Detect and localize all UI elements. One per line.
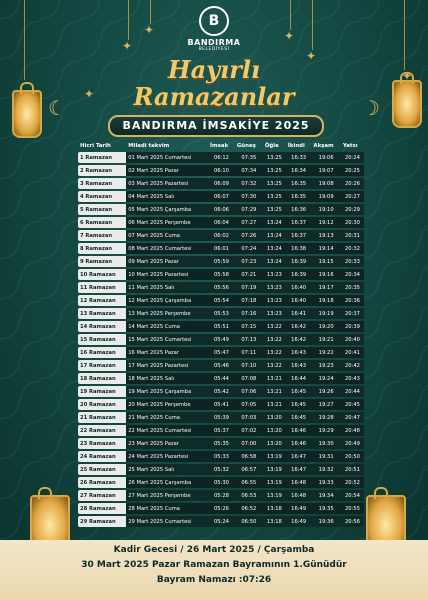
cell-ikindi: 16:34 <box>286 165 312 176</box>
cell-ogle: 13:23 <box>263 295 286 306</box>
cell-yatsi: 20:37 <box>341 308 364 319</box>
cell-ogle: 13:21 <box>263 386 286 397</box>
cell-aksam: 19:31 <box>311 451 340 462</box>
cell-yatsi: 20:40 <box>341 334 364 345</box>
crescent-moon-icon: ☽ <box>362 96 380 120</box>
cell-ogle: 13:20 <box>263 425 286 436</box>
cell-ogle: 13:23 <box>263 269 286 280</box>
cell-hicri: 19 Ramazan <box>78 386 126 397</box>
column-header: Yatsı <box>342 143 358 149</box>
cell-ikindi: 16:45 <box>286 399 312 410</box>
cell-ikindi: 16:45 <box>286 386 312 397</box>
cell-hicri: 11 Ramazan <box>78 282 126 293</box>
cell-gunes: 07:19 <box>235 282 263 293</box>
cell-hicri: 12 Ramazan <box>78 295 126 306</box>
cell-miladi: 02 Mart 2025 Pazar <box>126 165 208 176</box>
cell-miladi: 07 Mart 2025 Cuma <box>126 230 208 241</box>
cell-hicri: 13 Ramazan <box>78 308 126 319</box>
cell-hicri: 22 Ramazan <box>78 425 126 436</box>
cell-aksam: 19:35 <box>311 503 340 514</box>
cell-ikindi: 16:44 <box>286 373 312 384</box>
cell-imsak: 05:41 <box>208 399 235 410</box>
cell-imsak: 06:12 <box>208 152 235 163</box>
cell-hicri: 21 Ramazan <box>78 412 126 423</box>
cell-imsak: 05:56 <box>208 282 235 293</box>
cell-aksam: 19:09 <box>311 191 340 202</box>
cell-aksam: 19:17 <box>311 282 340 293</box>
cell-imsak: 06:07 <box>208 191 235 202</box>
cell-miladi: 12 Mart 2025 Çarşamba <box>126 295 208 306</box>
cell-ogle: 13:23 <box>263 282 286 293</box>
cell-hicri: 20 Ramazan <box>78 399 126 410</box>
cell-yatsi: 20:33 <box>341 256 364 267</box>
cell-ikindi: 16:39 <box>286 256 312 267</box>
cell-imsak: 05:42 <box>208 386 235 397</box>
cell-gunes: 07:15 <box>235 321 263 332</box>
table-row <box>78 490 364 501</box>
cell-miladi: 28 Mart 2025 Cuma <box>126 503 208 514</box>
cell-ikindi: 16:40 <box>286 282 312 293</box>
cell-gunes: 06:58 <box>235 451 263 462</box>
cell-gunes: 07:06 <box>235 386 263 397</box>
cell-ikindi: 16:33 <box>286 152 312 163</box>
cell-gunes: 07:27 <box>235 217 263 228</box>
cell-miladi: 20 Mart 2025 Perşembe <box>126 399 208 410</box>
logo-name: BANDIRMA <box>187 38 241 47</box>
cell-miladi: 06 Mart 2025 Perşembe <box>126 217 208 228</box>
cell-miladi: 15 Mart 2025 Cumartesi <box>126 334 208 345</box>
cell-aksam: 19:29 <box>311 425 340 436</box>
bayram-namazi-note: Bayram Namazı :07:26 <box>156 575 272 585</box>
table-row <box>78 152 364 163</box>
table-row <box>78 308 364 319</box>
cell-miladi: 21 Mart 2025 Cuma <box>126 412 208 423</box>
cell-yatsi: 20:55 <box>341 503 364 514</box>
cell-hicri: 3 Ramazan <box>78 178 126 189</box>
cell-aksam: 19:21 <box>311 334 340 345</box>
column-header: Miladi takvim <box>128 143 170 149</box>
cell-yatsi: 20:36 <box>341 295 364 306</box>
table-header-row <box>78 142 364 150</box>
table-row <box>78 243 364 254</box>
cell-hicri: 9 Ramazan <box>78 256 126 267</box>
cell-aksam: 19:08 <box>311 178 340 189</box>
column-header: İkindi <box>287 143 305 149</box>
cell-ogle: 13:24 <box>263 230 286 241</box>
cell-yatsi: 20:30 <box>341 217 364 228</box>
table-row <box>78 347 364 358</box>
cell-miladi: 08 Mart 2025 Cumartesi <box>126 243 208 254</box>
cell-ogle: 13:21 <box>263 373 286 384</box>
cell-imsak: 06:04 <box>208 217 235 228</box>
cell-yatsi: 20:56 <box>341 516 364 527</box>
cell-yatsi: 20:32 <box>341 243 364 254</box>
cell-gunes: 07:32 <box>235 178 263 189</box>
cell-gunes: 06:57 <box>235 464 263 475</box>
cell-ogle: 13:24 <box>263 256 286 267</box>
cell-miladi: 14 Mart 2025 Cuma <box>126 321 208 332</box>
cell-imsak: 05:35 <box>208 438 235 449</box>
cell-ogle: 13:24 <box>263 217 286 228</box>
table-row <box>78 451 364 462</box>
cell-hicri: 6 Ramazan <box>78 217 126 228</box>
cell-ikindi: 16:46 <box>286 425 312 436</box>
table-row <box>78 334 364 345</box>
cell-imsak: 05:54 <box>208 295 235 306</box>
cell-miladi: 25 Mart 2025 Salı <box>126 464 208 475</box>
cell-ogle: 13:20 <box>263 438 286 449</box>
cell-ogle: 13:24 <box>263 243 286 254</box>
cell-gunes: 07:21 <box>235 269 263 280</box>
hanging-string <box>128 0 129 40</box>
cell-miladi: 22 Mart 2025 Cumartesi <box>126 425 208 436</box>
cell-miladi: 29 Mart 2025 Cumartesi <box>126 516 208 527</box>
table-row <box>78 295 364 306</box>
cell-yatsi: 20:50 <box>341 451 364 462</box>
cell-imsak: 05:53 <box>208 308 235 319</box>
cell-miladi: 04 Mart 2025 Salı <box>126 191 208 202</box>
cell-aksam: 19:10 <box>311 204 340 215</box>
cell-aksam: 19:07 <box>311 165 340 176</box>
table-row <box>78 282 364 293</box>
cell-yatsi: 20:29 <box>341 204 364 215</box>
cell-aksam: 19:14 <box>311 243 340 254</box>
cell-imsak: 06:10 <box>208 165 235 176</box>
table-row <box>78 165 364 176</box>
cell-aksam: 19:26 <box>311 386 340 397</box>
cell-hicri: 5 Ramazan <box>78 204 126 215</box>
cell-gunes: 06:52 <box>235 503 263 514</box>
cell-yatsi: 20:51 <box>341 464 364 475</box>
star-icon: ✦ <box>122 39 133 53</box>
cell-ikindi: 16:35 <box>286 178 312 189</box>
prayer-times-table <box>78 140 364 529</box>
cell-miladi: 24 Mart 2025 Pazartesi <box>126 451 208 462</box>
table-row <box>78 477 364 488</box>
cell-miladi: 17 Mart 2025 Pazartesi <box>126 360 208 371</box>
cell-ikindi: 16:46 <box>286 438 312 449</box>
cell-ikindi: 16:43 <box>286 347 312 358</box>
cell-imsak: 06:09 <box>208 178 235 189</box>
table-row <box>78 204 364 215</box>
cell-gunes: 07:24 <box>235 243 263 254</box>
cell-yatsi: 20:35 <box>341 282 364 293</box>
cell-gunes: 07:26 <box>235 230 263 241</box>
cell-aksam: 19:06 <box>311 152 340 163</box>
cell-miladi: 16 Mart 2025 Pazar <box>126 347 208 358</box>
table-row <box>78 425 364 436</box>
cell-ogle: 13:21 <box>263 399 286 410</box>
cell-yatsi: 20:44 <box>341 386 364 397</box>
table-row <box>78 438 364 449</box>
cell-gunes: 07:16 <box>235 308 263 319</box>
hanging-string <box>290 0 291 30</box>
cell-miladi: 01 Mart 2025 Cumartesi <box>126 152 208 163</box>
cell-miladi: 05 Mart 2025 Çarşamba <box>126 204 208 215</box>
star-icon: ✦ <box>144 23 155 37</box>
cell-gunes: 07:02 <box>235 425 263 436</box>
cell-ikindi: 16:48 <box>286 490 312 501</box>
cell-ikindi: 16:49 <box>286 503 312 514</box>
cell-gunes: 07:08 <box>235 373 263 384</box>
table-row <box>78 360 364 371</box>
cell-hicri: 23 Ramazan <box>78 438 126 449</box>
logo-subtitle: BELEDİYESİ <box>198 47 230 52</box>
table-row <box>78 269 364 280</box>
cell-aksam: 19:16 <box>311 269 340 280</box>
cell-hicri: 1 Ramazan <box>78 152 126 163</box>
cell-gunes: 06:55 <box>235 477 263 488</box>
cell-ogle: 13:19 <box>263 477 286 488</box>
cell-aksam: 19:23 <box>311 360 340 371</box>
cell-ikindi: 16:38 <box>286 243 312 254</box>
cell-ikindi: 16:41 <box>286 308 312 319</box>
cell-aksam: 19:15 <box>311 256 340 267</box>
cell-imsak: 05:58 <box>208 269 235 280</box>
cell-ogle: 13:18 <box>263 503 286 514</box>
table-row <box>78 373 364 384</box>
cell-aksam: 19:34 <box>311 490 340 501</box>
cell-imsak: 05:28 <box>208 490 235 501</box>
cell-miladi: 11 Mart 2025 Salı <box>126 282 208 293</box>
table-row <box>78 412 364 423</box>
cell-hicri: 17 Ramazan <box>78 360 126 371</box>
column-header: İmsak <box>210 143 229 149</box>
table-row <box>78 399 364 410</box>
cell-imsak: 05:33 <box>208 451 235 462</box>
cell-gunes: 07:35 <box>235 152 263 163</box>
bayram-note: 30 Mart 2025 Pazar Ramazan Bayramının 1.Günüdür <box>81 560 347 570</box>
cell-ogle: 13:19 <box>263 490 286 501</box>
table-row <box>78 386 364 397</box>
column-header: Hicri Tarih <box>80 143 111 149</box>
table-row <box>78 217 364 228</box>
table-row <box>78 256 364 267</box>
cell-aksam: 19:28 <box>311 412 340 423</box>
cell-ogle: 13:25 <box>263 191 286 202</box>
cell-ogle: 13:23 <box>263 308 286 319</box>
table-row <box>78 178 364 189</box>
cell-hicri: 14 Ramazan <box>78 321 126 332</box>
cell-ikindi: 16:47 <box>286 464 312 475</box>
cell-imsak: 05:24 <box>208 516 235 527</box>
cell-miladi: 10 Mart 2025 Pazartesi <box>126 269 208 280</box>
cell-yatsi: 20:27 <box>341 191 364 202</box>
imsakiye-banner: BANDIRMA İMSAKİYE 2025 <box>108 115 324 137</box>
cell-yatsi: 20:45 <box>341 399 364 410</box>
cell-ogle: 13:19 <box>263 451 286 462</box>
cell-gunes: 07:00 <box>235 438 263 449</box>
cell-aksam: 19:36 <box>311 516 340 527</box>
cell-miladi: 27 Mart 2025 Perşembe <box>126 490 208 501</box>
cell-ogle: 13:25 <box>263 178 286 189</box>
table-row <box>78 321 364 332</box>
cell-miladi: 09 Mart 2025 Pazar <box>126 256 208 267</box>
cell-hicri: 18 Ramazan <box>78 373 126 384</box>
cell-imsak: 06:02 <box>208 230 235 241</box>
cell-aksam: 19:32 <box>311 464 340 475</box>
cell-gunes: 07:11 <box>235 347 263 358</box>
cell-ikindi: 16:43 <box>286 360 312 371</box>
crescent-moon-icon: ☾ <box>48 96 66 120</box>
cell-imsak: 05:44 <box>208 373 235 384</box>
cell-hicri: 26 Ramazan <box>78 477 126 488</box>
cell-imsak: 05:49 <box>208 334 235 345</box>
cell-gunes: 06:50 <box>235 516 263 527</box>
hanging-string <box>312 0 313 50</box>
cell-miladi: 19 Mart 2025 Çarşamba <box>126 386 208 397</box>
cell-hicri: 2 Ramazan <box>78 165 126 176</box>
cell-aksam: 19:18 <box>311 295 340 306</box>
cell-imsak: 05:26 <box>208 503 235 514</box>
cell-yatsi: 20:39 <box>341 321 364 332</box>
cell-ogle: 13:20 <box>263 412 286 423</box>
cell-hicri: 15 Ramazan <box>78 334 126 345</box>
cell-ikindi: 16:35 <box>286 191 312 202</box>
cell-hicri: 4 Ramazan <box>78 191 126 202</box>
cell-ogle: 13:25 <box>263 152 286 163</box>
cell-aksam: 19:22 <box>311 347 340 358</box>
cell-ogle: 13:18 <box>263 516 286 527</box>
cell-gunes: 07:13 <box>235 334 263 345</box>
cell-yatsi: 20:34 <box>341 269 364 280</box>
cell-yatsi: 20:41 <box>341 347 364 358</box>
title-line-1: Hayırlı <box>167 55 261 84</box>
column-header: Akşam <box>313 143 334 149</box>
cell-yatsi: 20:49 <box>341 438 364 449</box>
cell-yatsi: 20:42 <box>341 360 364 371</box>
cell-gunes: 07:34 <box>235 165 263 176</box>
cell-miladi: 18 Mart 2025 Salı <box>126 373 208 384</box>
cell-ogle: 13:19 <box>263 464 286 475</box>
table-row <box>78 191 364 202</box>
kadir-gecesi-note: Kadir Gecesi / 26 Mart 2025 / Çarşamba <box>113 545 315 555</box>
cell-ogle: 13:22 <box>263 347 286 358</box>
cell-imsak: 06:06 <box>208 204 235 215</box>
cell-hicri: 7 Ramazan <box>78 230 126 241</box>
cell-yatsi: 20:31 <box>341 230 364 241</box>
cell-aksam: 19:24 <box>311 373 340 384</box>
cell-yatsi: 20:47 <box>341 412 364 423</box>
cell-ikindi: 16:45 <box>286 412 312 423</box>
cell-aksam: 19:27 <box>311 399 340 410</box>
cell-gunes: 06:53 <box>235 490 263 501</box>
star-icon: ✦ <box>284 29 295 43</box>
cell-hicri: 24 Ramazan <box>78 451 126 462</box>
cell-ogle: 13:22 <box>263 321 286 332</box>
cell-imsak: 05:51 <box>208 321 235 332</box>
cell-ogle: 13:22 <box>263 334 286 345</box>
cell-yatsi: 20:48 <box>341 425 364 436</box>
cell-hicri: 27 Ramazan <box>78 490 126 501</box>
cell-hicri: 25 Ramazan <box>78 464 126 475</box>
cell-imsak: 05:59 <box>208 256 235 267</box>
table-row <box>78 516 364 527</box>
table-row <box>78 503 364 514</box>
table-row <box>78 464 364 475</box>
cell-ikindi: 16:48 <box>286 477 312 488</box>
hanging-string <box>150 0 151 24</box>
cell-gunes: 07:10 <box>235 360 263 371</box>
cell-gunes: 07:30 <box>235 191 263 202</box>
cell-hicri: 8 Ramazan <box>78 243 126 254</box>
cell-ikindi: 16:47 <box>286 451 312 462</box>
cell-ikindi: 16:39 <box>286 269 312 280</box>
cell-miladi: 23 Mart 2025 Pazar <box>126 438 208 449</box>
cell-gunes: 07:05 <box>235 399 263 410</box>
cell-aksam: 19:33 <box>311 477 340 488</box>
cell-yatsi: 20:26 <box>341 178 364 189</box>
cell-gunes: 07:23 <box>235 256 263 267</box>
cell-hicri: 10 Ramazan <box>78 269 126 280</box>
cell-miladi: 13 Mart 2025 Perşembe <box>126 308 208 319</box>
cell-aksam: 19:13 <box>311 230 340 241</box>
logo-mark: B <box>199 6 229 36</box>
cell-yatsi: 20:54 <box>341 490 364 501</box>
cell-imsak: 05:47 <box>208 347 235 358</box>
cell-ogle: 13:25 <box>263 204 286 215</box>
cell-yatsi: 20:24 <box>341 152 364 163</box>
cell-ikindi: 16:40 <box>286 295 312 306</box>
cell-hicri: 16 Ramazan <box>78 347 126 358</box>
cell-imsak: 05:30 <box>208 477 235 488</box>
cell-imsak: 05:37 <box>208 425 235 436</box>
municipality-logo <box>184 6 244 52</box>
column-header: Öğle <box>264 143 279 149</box>
cell-hicri: 28 Ramazan <box>78 503 126 514</box>
column-header: Güneş <box>236 143 256 149</box>
cell-imsak: 05:32 <box>208 464 235 475</box>
cell-ikindi: 16:37 <box>286 230 312 241</box>
cell-ikindi: 16:36 <box>286 204 312 215</box>
cell-yatsi: 20:43 <box>341 373 364 384</box>
star-icon: ✦ <box>306 49 317 63</box>
cell-aksam: 19:30 <box>311 438 340 449</box>
cell-aksam: 19:20 <box>311 321 340 332</box>
cell-imsak: 05:39 <box>208 412 235 423</box>
cell-miladi: 26 Mart 2025 Çarşamba <box>126 477 208 488</box>
cell-gunes: 07:18 <box>235 295 263 306</box>
cell-yatsi: 20:25 <box>341 165 364 176</box>
cell-gunes: 07:29 <box>235 204 263 215</box>
cell-aksam: 19:19 <box>311 308 340 319</box>
cell-imsak: 05:46 <box>208 360 235 371</box>
cell-ikindi: 16:37 <box>286 217 312 228</box>
cell-miladi: 03 Mart 2025 Pazartesi <box>126 178 208 189</box>
cell-ikindi: 16:42 <box>286 334 312 345</box>
cell-ogle: 13:22 <box>263 360 286 371</box>
cell-yatsi: 20:52 <box>341 477 364 488</box>
cell-ogle: 13:25 <box>263 165 286 176</box>
table-row <box>78 230 364 241</box>
title-line-2: Ramazanlar <box>133 82 295 111</box>
cell-aksam: 19:12 <box>311 217 340 228</box>
cell-hicri: 29 Ramazan <box>78 516 126 527</box>
cell-imsak: 06:01 <box>208 243 235 254</box>
cell-ikindi: 16:49 <box>286 516 312 527</box>
cell-gunes: 07:03 <box>235 412 263 423</box>
star-icon: ✦ <box>84 87 95 101</box>
cell-ikindi: 16:42 <box>286 321 312 332</box>
